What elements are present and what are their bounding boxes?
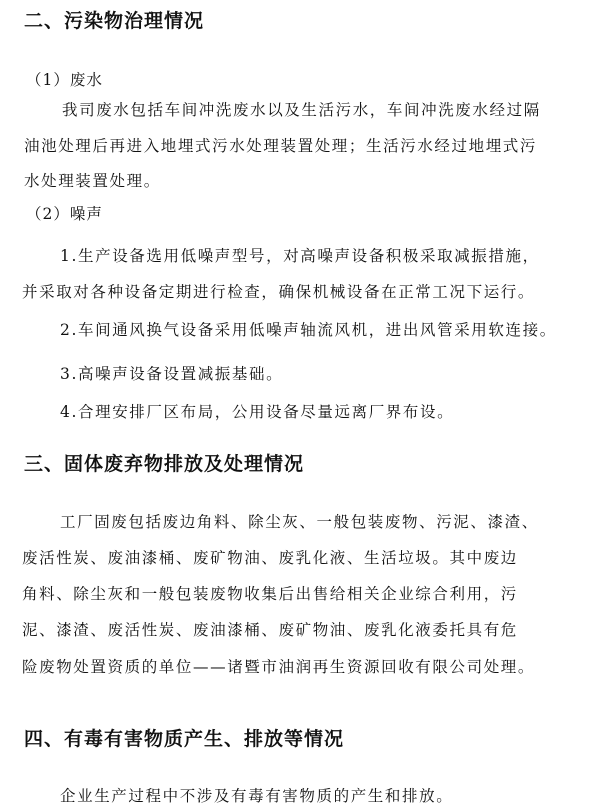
paragraph-line: 泥、漆渣、废活性炭、废油漆桶、废矿物油、废乳化液委托具有危 [22,621,518,639]
paragraph-line: 角料、除尘灰和一般包装废物收集后出售给相关企业综合利用，污 [22,585,518,603]
paragraph-line: 废活性炭、废油漆桶、废矿物油、废乳化液、生活垃圾。其中废边 [22,549,518,567]
subsection-wastewater-title: （1）废水 [26,71,103,89]
paragraph-line: 4.合理安排厂区布局，公用设备尽量远离厂界布设。 [60,403,455,421]
section-3-heading: 三、固体废弃物排放及处理情况 [24,453,305,475]
paragraph-line: 油池处理后再进入地埋式污水处理装置处理；生活污水经过地埋式污 [24,137,538,155]
section-4-heading: 四、有毒有害物质产生、排放等情况 [24,728,345,750]
paragraph-line: 险废物处置资质的单位——诸暨市油润再生资源回收有限公司处理。 [22,658,536,676]
subsection-noise-title: （2）噪声 [26,205,103,223]
paragraph-line: 2.车间通风换气设备采用低噪声轴流风机，进出风管采用软连接。 [60,321,557,339]
paragraph-line: 1.生产设备选用低噪声型号，对高噪声设备积极采取减振措施， [60,247,540,265]
paragraph-line: 水处理装置处理。 [24,172,161,190]
paragraph-line: 企业生产过程中不涉及有毒有害物质的产生和排放。 [60,787,454,805]
paragraph-line: 并采取对各种设备定期进行检查，确保机械设备在正常工况下运行。 [22,283,536,301]
paragraph-line: 我司废水包括车间冲洗废水以及生活污水，车间冲洗废水经过隔 [62,101,541,119]
paragraph-line: 工厂固废包括废边角料、除尘灰、一般包装废物、污泥、漆渣、 [60,513,539,531]
paragraph-line: 3.高噪声设备设置减振基础。 [60,365,284,383]
section-2-heading: 二、污染物治理情况 [24,10,205,32]
